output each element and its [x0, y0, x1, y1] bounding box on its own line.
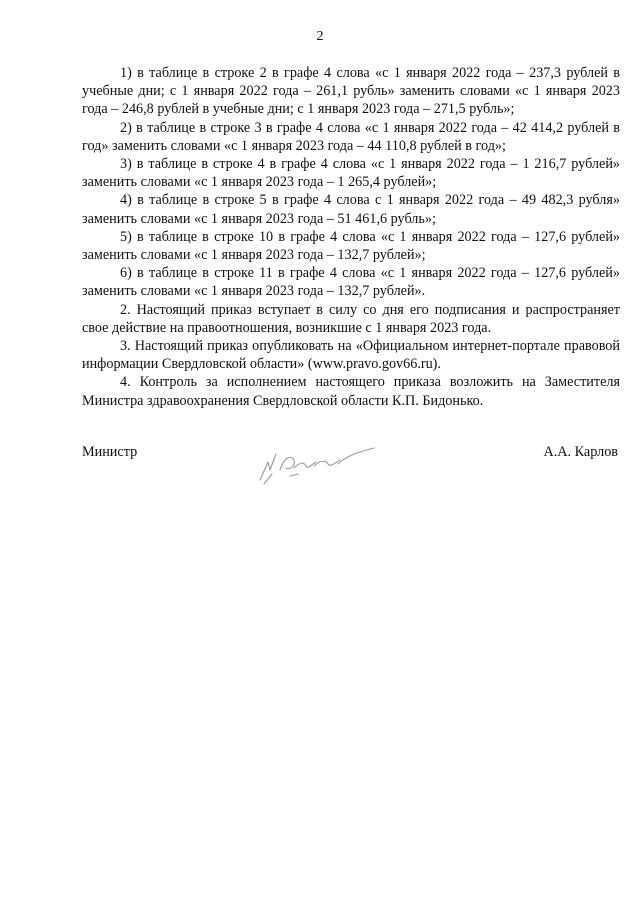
page-number: 2	[316, 29, 324, 44]
paragraph-item-2: 2) в таблице в строке 3 в графе 4 слова «с 1 января 2022 года – 42 414,2 рублей в год» заменить словами «с 1 января 2023 года – 44 110,8 рублей в год»;	[82, 119, 620, 154]
paragraph-item-5: 5) в таблице в строке 10 в графе 4 слова «с 1 января 2022 года – 127,6 рублей» заменить словами «с 1 января 2023 года – 132,7 рублей»;	[82, 228, 620, 264]
handwritten-signature	[250, 440, 390, 490]
document-body	[82, 64, 620, 410]
signatory-title: Министр	[82, 444, 138, 460]
paragraph-item-3: 3) в таблице в строке 4 в графе 4 слова «с 1 января 2022 года – 1 216,7 рублей» заменить словами «с 1 января 2023 года – 1 265,4 рублей»;	[82, 156, 620, 191]
paragraph-item-1: 1) в таблице в строке 2 в графе 4 слова «с 1 января 2022 года – 237,3 рублей в учебные дни; с 1 января 2022 года – 261,1 рубль» заменить словами «с 1 января 2023 года – 246,8 рублей в учебные дни; с 1 января 2023 года – 271,5 рубль»;	[82, 65, 620, 118]
signatory-name: А.А. Карлов	[543, 444, 618, 460]
paragraph-control: 4. Контроль за исполнением настоящего приказа возложить на Заместителя Министра здравоохранения Свердловской области К.П. Бидонько.	[82, 374, 620, 409]
paragraph-publication: 3. Настоящий приказ опубликовать на «Официальном интернет-портале правовой информации Свердловской области» (www.pravo.gov66.ru).	[82, 338, 620, 373]
paragraph-item-6: 6) в таблице в строке 11 в графе 4 слова «с 1 января 2022 года – 127,6 рублей» заменить словами «с 1 января 2023 года – 132,7 рублей».	[82, 265, 620, 300]
paragraph-item-4: 4) в таблице в строке 5 в графе 4 слова с 1 января 2022 года – 49 482,3 рубля» заменить словами «с 1 января 2023 года – 51 461,6 рубль»;	[82, 192, 620, 227]
paragraph-effective-date: 2. Настоящий приказ вступает в силу со дня его подписания и распространяет свое действие на правоотношения, возникшие с 1 января 2023 года.	[82, 301, 620, 336]
